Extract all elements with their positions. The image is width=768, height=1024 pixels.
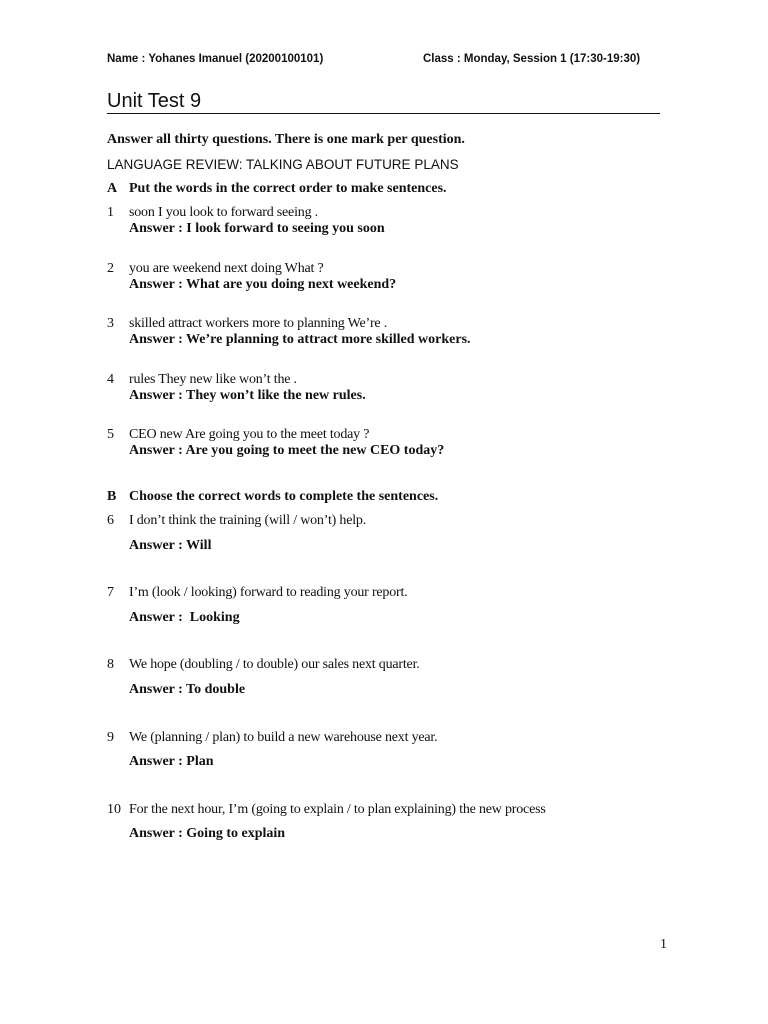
instructions: Answer all thirty questions. There is one mark per question. bbox=[107, 132, 465, 147]
answer-text: Answer : We’re planning to attract more skilled workers. bbox=[129, 332, 471, 347]
review-heading: LANGUAGE REVIEW: TALKING ABOUT FUTURE PLANS bbox=[107, 157, 459, 172]
section-a-letter: A bbox=[107, 181, 118, 196]
question-text: rules They new like won’t the . bbox=[129, 372, 297, 387]
answer-text: Answer : They won’t like the new rules. bbox=[129, 388, 366, 403]
answer-text: Answer : Going to explain bbox=[129, 826, 286, 841]
question-number: 9 bbox=[107, 730, 114, 745]
section-b-letter: B bbox=[107, 489, 117, 504]
answer-text: Answer : Will bbox=[129, 538, 212, 553]
section-b-text: Choose the correct words to complete the sentences. bbox=[129, 489, 439, 504]
question-number: 4 bbox=[107, 372, 114, 387]
header-name: Name : Yohanes Imanuel (20200100101) bbox=[107, 53, 324, 65]
answer-text: Answer : Are you going to meet the new CEO today? bbox=[129, 443, 445, 458]
answer-text: Answer : I look forward to seeing you soon bbox=[129, 221, 385, 236]
question-number: 6 bbox=[107, 513, 114, 528]
question-text: We (planning / plan) to build a new warehouse next year. bbox=[129, 730, 438, 745]
question-text: For the next hour, I’m (going to explain / to plan explaining) the new process bbox=[129, 802, 546, 817]
question-text: We hope (doubling / to double) our sales next quarter. bbox=[129, 657, 420, 672]
answer-text: Answer : Plan bbox=[129, 754, 214, 769]
question-number: 10 bbox=[107, 802, 121, 817]
header-class: Class : Monday, Session 1 (17:30-19:30) bbox=[423, 53, 641, 65]
section-a-text: Put the words in the correct order to make sentences. bbox=[129, 181, 447, 196]
question-text: I don’t think the training (will / won’t) help. bbox=[129, 513, 366, 528]
question-number: 2 bbox=[107, 261, 114, 276]
answer-text: Answer : What are you doing next weekend? bbox=[129, 277, 397, 292]
answer-text: Answer : To double bbox=[129, 682, 246, 697]
question-number: 7 bbox=[107, 585, 114, 600]
page-number: 1 bbox=[660, 937, 667, 952]
answer-text: Answer : Looking bbox=[129, 610, 240, 625]
question-text: you are weekend next doing What ? bbox=[129, 261, 324, 276]
question-number: 1 bbox=[107, 205, 114, 220]
question-number: 8 bbox=[107, 657, 114, 672]
question-text: I’m (look / looking) forward to reading your report. bbox=[129, 585, 408, 600]
question-text: soon I you look to forward seeing . bbox=[129, 205, 318, 220]
question-text: skilled attract workers more to planning We’re . bbox=[129, 316, 388, 331]
question-number: 3 bbox=[107, 316, 114, 331]
page-title: Unit Test 9 bbox=[107, 89, 660, 114]
question-text: CEO new Are going you to the meet today ? bbox=[129, 427, 370, 442]
question-number: 5 bbox=[107, 427, 114, 442]
